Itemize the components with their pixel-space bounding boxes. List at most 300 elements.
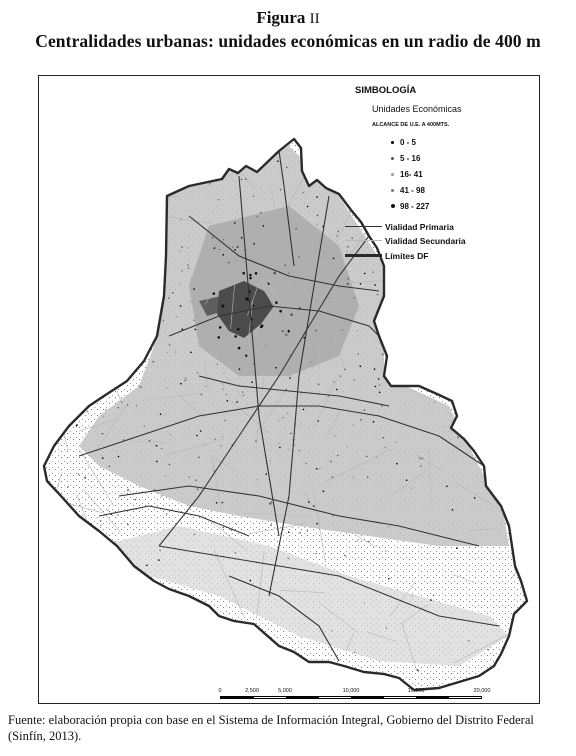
economic-unit-dot [52,208,54,210]
economic-unit-dot [331,630,333,632]
legend-class-label: 0 - 5 [400,138,417,147]
scale-tick-label: 0 [218,688,222,694]
economic-unit-dot [169,344,171,346]
economic-unit-dot [289,377,291,379]
economic-unit-dot [222,388,224,390]
economic-unit-dot [381,405,383,407]
economic-unit-dot [266,473,268,475]
economic-unit-dot [389,342,391,344]
economic-unit-dot [281,330,284,333]
economic-unit-dot [165,476,167,478]
economic-unit-dot [354,297,356,299]
economic-unit-dot [214,247,216,249]
economic-unit-dot [245,178,247,180]
economic-unit-dot [212,237,214,239]
economic-unit-dot [150,177,152,179]
economic-unit-dot [278,420,280,422]
legend-line-secondary [385,235,466,247]
economic-unit-dot [286,389,288,391]
economic-unit-dot [140,386,142,388]
economic-unit-dot [372,271,374,273]
scale-tick-label: 2,500 [245,688,259,694]
economic-unit-dot [76,337,78,339]
economic-unit-dot [396,463,398,465]
economic-unit-dot [492,149,494,151]
economic-unit-dot [214,439,216,441]
economic-unit-dot [316,468,318,470]
economic-unit-dot [402,315,404,317]
economic-unit-dot [135,499,137,501]
economic-unit-dot [326,166,328,168]
map-frame [38,75,540,704]
economic-unit-dot [290,313,293,316]
economic-unit-dot [124,371,126,373]
economic-unit-dot [188,247,190,249]
economic-unit-dot [132,320,134,322]
economic-unit-dot [452,509,454,511]
secondary-road-segment [494,291,515,360]
economic-unit-dot [101,187,103,189]
legend-dot-icon [391,141,394,144]
economic-unit-dot [122,364,124,366]
economic-unit-dot [330,297,332,299]
economic-unit-dot [143,425,145,427]
economic-unit-dot [493,420,495,422]
economic-unit-dot [103,416,105,418]
secondary-road-segment [106,153,149,189]
economic-unit-dot [199,138,201,140]
economic-unit-dot [102,433,104,435]
economic-unit-dot [317,215,319,217]
economic-unit-dot [269,460,271,462]
economic-unit-dot [249,143,251,145]
secondary-road-segment [486,242,514,280]
economic-unit-dot [377,294,379,296]
economic-unit-dot [196,435,198,437]
economic-unit-dot [143,218,145,220]
legend-class-5 [400,201,429,213]
economic-unit-dot [155,288,157,290]
economic-unit-dot [193,320,195,322]
economic-unit-dot [379,384,381,386]
legend-title: SIMBOLOGÍA [355,85,417,96]
economic-unit-dot [121,302,123,304]
economic-unit-dot [320,258,322,260]
economic-unit-dot [364,273,366,275]
economic-unit-dot [51,229,53,231]
economic-unit-dot [156,445,158,447]
economic-unit-dot [364,602,366,604]
economic-unit-dot [360,419,362,421]
economic-unit-dot [236,524,238,526]
economic-unit-dot [383,437,385,439]
economic-unit-dot [179,284,181,286]
economic-unit-dot [102,457,104,459]
economic-unit-dot [130,188,132,190]
economic-unit-dot [382,354,384,356]
economic-unit-dot [505,288,507,290]
economic-unit-dot [105,409,107,411]
economic-unit-dot [330,461,332,463]
economic-unit-dot [148,344,150,346]
economic-unit-dot [431,351,433,353]
economic-unit-dot [145,139,147,141]
economic-unit-dot [395,177,397,179]
economic-unit-dot [389,291,391,293]
economic-unit-dot [285,264,287,266]
economic-unit-dot [200,430,202,432]
economic-unit-dot [315,330,317,332]
economic-unit-dot [172,292,174,294]
economic-unit-dot [231,149,233,151]
economic-unit-dot [341,329,343,331]
economic-unit-dot [100,524,102,526]
economic-unit-dot [388,526,390,528]
economic-unit-dot [465,433,467,435]
economic-unit-dot [298,256,300,258]
economic-unit-dot [241,179,243,181]
economic-unit-dot [84,477,86,479]
economic-unit-dot [357,540,359,542]
economic-unit-dot [179,250,181,252]
economic-unit-dot [215,243,217,245]
economic-unit-dot [127,404,129,406]
economic-unit-dot [367,476,369,478]
economic-unit-dot [287,412,289,414]
economic-unit-dot [160,163,162,165]
economic-unit-dot [385,550,387,552]
economic-unit-dot [163,582,165,584]
economic-unit-dot [220,445,222,447]
economic-unit-dot [279,310,282,313]
economic-unit-dot [67,293,69,295]
economic-unit-dot [256,216,258,218]
economic-unit-dot [316,523,318,525]
economic-unit-dot [378,378,380,380]
economic-unit-dot [272,136,274,138]
economic-unit-dot [364,409,366,411]
economic-unit-dot [299,450,301,452]
economic-unit-dot [333,258,335,260]
economic-unit-dot [127,524,129,526]
economic-unit-dot [290,433,292,435]
legend-line-label: Vialidad Secundaria [385,236,466,246]
economic-unit-dot [166,513,168,515]
economic-unit-dot [285,334,288,337]
economic-unit-dot [109,222,111,224]
economic-unit-dot [163,642,165,644]
economic-unit-dot [253,196,255,198]
economic-unit-dot [334,435,336,437]
economic-unit-dot [358,211,360,213]
economic-unit-dot [221,436,223,438]
economic-unit-dot [346,446,348,448]
economic-unit-dot [430,599,432,601]
economic-unit-dot [271,501,273,503]
economic-unit-dot [357,353,359,355]
economic-unit-dot [160,413,162,415]
economic-unit-dot [87,411,89,413]
economic-unit-dot [236,401,238,403]
economic-unit-dot [366,456,368,458]
economic-unit-dot [169,464,171,466]
economic-unit-dot [108,301,110,303]
economic-unit-dot [157,177,159,179]
economic-unit-dot [181,246,183,248]
economic-unit-dot [411,595,413,597]
economic-unit-dot [85,319,87,321]
economic-unit-dot [380,218,382,220]
economic-unit-dot [375,386,377,388]
economic-unit-dot [390,346,392,348]
economic-unit-dot [234,249,236,251]
economic-unit-dot [472,358,474,360]
economic-unit-dot [497,360,499,362]
secondary-road-segment [54,349,59,369]
economic-unit-dot [395,441,397,443]
economic-unit-dot [459,143,461,145]
economic-unit-dot [222,305,225,308]
economic-unit-dot [375,149,377,151]
legend-class-label: 5 - 16 [400,154,421,163]
economic-unit-dot [388,264,390,266]
economic-unit-dot [269,503,271,505]
economic-unit-dot [235,260,237,262]
economic-unit-dot [112,299,114,301]
economic-unit-dot [191,278,193,280]
economic-unit-dot [149,440,151,442]
economic-unit-dot [417,669,419,671]
economic-unit-dot [238,347,241,350]
economic-unit-dot [53,274,55,276]
legend-dot-icon [391,173,394,176]
economic-unit-dot [200,156,202,158]
economic-unit-dot [308,501,310,503]
economic-unit-dot [102,189,104,191]
economic-unit-dot [232,246,234,248]
economic-unit-dot [72,403,74,405]
economic-unit-dot [188,180,190,182]
economic-unit-dot [149,179,151,181]
economic-unit-dot [235,552,237,554]
economic-unit-dot [223,239,225,241]
economic-unit-dot [503,463,505,465]
economic-unit-dot [197,488,199,490]
economic-unit-dot [161,495,163,497]
economic-unit-dot [333,381,335,383]
economic-unit-dot [353,379,355,381]
economic-unit-dot [439,189,441,191]
economic-unit-dot [158,559,160,561]
economic-unit-dot [77,187,79,189]
economic-unit-dot [145,194,147,196]
economic-unit-dot [469,272,471,274]
economic-unit-dot [411,488,413,490]
economic-unit-dot [501,339,503,341]
economic-unit-dot [406,479,408,481]
secondary-road-segment [471,374,482,425]
economic-unit-dot [157,166,159,168]
economic-unit-dot [228,152,230,154]
secondary-road-segment [114,254,123,275]
economic-unit-dot [273,272,276,275]
economic-unit-dot [441,379,443,381]
economic-unit-dot [303,409,305,411]
secondary-road-segment [368,173,386,205]
economic-unit-dot [83,364,85,366]
economic-unit-dot [195,479,197,481]
economic-unit-dot [107,172,109,174]
economic-unit-dot [388,578,390,580]
economic-unit-dot [219,249,221,251]
economic-unit-dot [201,394,203,396]
economic-unit-dot [84,257,86,259]
economic-unit-dot [156,461,158,463]
economic-unit-dot [282,417,284,419]
economic-unit-dot [53,439,55,441]
economic-unit-dot [516,336,518,338]
economic-unit-dot [213,292,216,295]
economic-unit-dot [237,328,240,331]
economic-unit-dot [434,401,436,403]
legend-class-label: 98 - 227 [400,202,430,211]
economic-unit-dot [374,284,376,286]
economic-unit-dot [467,221,469,223]
economic-unit-dot [150,193,152,195]
economic-unit-dot [357,330,359,332]
economic-unit-dot [446,485,448,487]
legend-dot-icon [391,157,394,160]
scale-bar [218,688,491,700]
economic-unit-dot [127,489,129,491]
economic-unit-dot [452,198,454,200]
economic-unit-dot [180,383,182,385]
economic-unit-dot [228,262,230,264]
economic-unit-dot [217,336,220,339]
economic-unit-dot [277,160,279,162]
economic-unit-dot [322,141,324,143]
economic-unit-dot [392,352,394,354]
economic-unit-dot [303,192,305,194]
secondary-road-segment [50,161,91,190]
secondary-road-segment [39,147,97,176]
economic-unit-dot [420,465,422,467]
economic-unit-dot [181,270,183,272]
economic-unit-dot [344,369,346,371]
economic-unit-dot [190,301,192,303]
economic-unit-dot [288,531,290,533]
economic-unit-dot [287,375,289,377]
economic-unit-dot [346,173,348,175]
secondary-road-segment [420,179,457,187]
economic-unit-dot [239,368,241,370]
economic-unit-dot [278,443,280,445]
economic-unit-dot [246,249,248,251]
economic-unit-dot [491,295,493,297]
economic-unit-dot [337,455,339,457]
figure-label-word: Figura [256,8,306,27]
economic-unit-dot [364,152,366,154]
economic-unit-dot [170,434,172,436]
economic-unit-dot [258,247,260,249]
economic-unit-dot [307,206,309,208]
economic-unit-dot [499,424,501,426]
economic-unit-dot [127,359,129,361]
economic-unit-dot [251,145,253,147]
economic-unit-dot [159,233,161,235]
economic-unit-dot [336,235,338,237]
economic-unit-dot [340,375,342,377]
economic-unit-dot [78,473,80,475]
scale-tick-label: 5,000 [278,688,292,694]
secondary-road-segment [487,427,524,443]
economic-unit-dot [235,142,237,144]
economic-unit-dot [175,351,177,353]
economic-unit-dot [166,387,168,389]
economic-unit-dot [187,176,189,178]
economic-unit-dot [316,196,318,198]
economic-unit-dot [48,504,50,506]
economic-unit-dot [338,231,340,233]
economic-unit-dot [104,320,106,322]
primary-road-line-icon [345,226,382,227]
economic-unit-dot [234,335,237,338]
map-canvas [39,76,540,704]
economic-unit-dot [82,185,84,187]
economic-unit-dot [152,361,154,363]
economic-unit-dot [184,380,186,382]
legend-class-label: 16- 41 [400,170,423,179]
economic-unit-dot [354,652,356,654]
economic-unit-dot [305,463,307,465]
economic-unit-dot [180,305,182,307]
economic-unit-dot [198,457,200,459]
economic-unit-dot [315,553,317,555]
economic-unit-dot [190,352,192,354]
economic-unit-dot [117,407,119,409]
economic-unit-dot [336,389,338,391]
source-note: Fuente: elaboración propia con base en el Sistema de Información Integral, Gobierno del Distrito Federal (Sinfín, 2013). [8,713,534,743]
economic-unit-dot [463,271,465,273]
economic-unit-dot [301,393,303,395]
economic-unit-dot [249,274,252,277]
economic-unit-dot [242,272,245,275]
economic-unit-dot [217,364,219,366]
economic-unit-dot [163,320,165,322]
economic-unit-dot [474,497,476,499]
legend-line-label: Vialidad Primaria [385,222,454,232]
economic-unit-dot [360,283,362,285]
economic-unit-dot [288,449,290,451]
economic-unit-dot [136,618,138,620]
economic-unit-dot [260,212,262,214]
economic-unit-dot [92,257,94,259]
economic-unit-dot [462,185,464,187]
economic-unit-dot [222,383,224,385]
economic-unit-dot [182,328,184,330]
economic-unit-dot [261,324,264,327]
economic-unit-dot [468,196,470,198]
economic-unit-dot [253,243,255,245]
economic-unit-dot [187,264,189,266]
economic-unit-dot [249,277,252,280]
economic-unit-dot [168,297,170,299]
figure-label-number: II [309,11,320,27]
economic-unit-dot [319,468,321,470]
secondary-road-line-icon [345,240,382,241]
economic-unit-dot [138,385,140,387]
scale-bar-graphic [220,696,482,699]
